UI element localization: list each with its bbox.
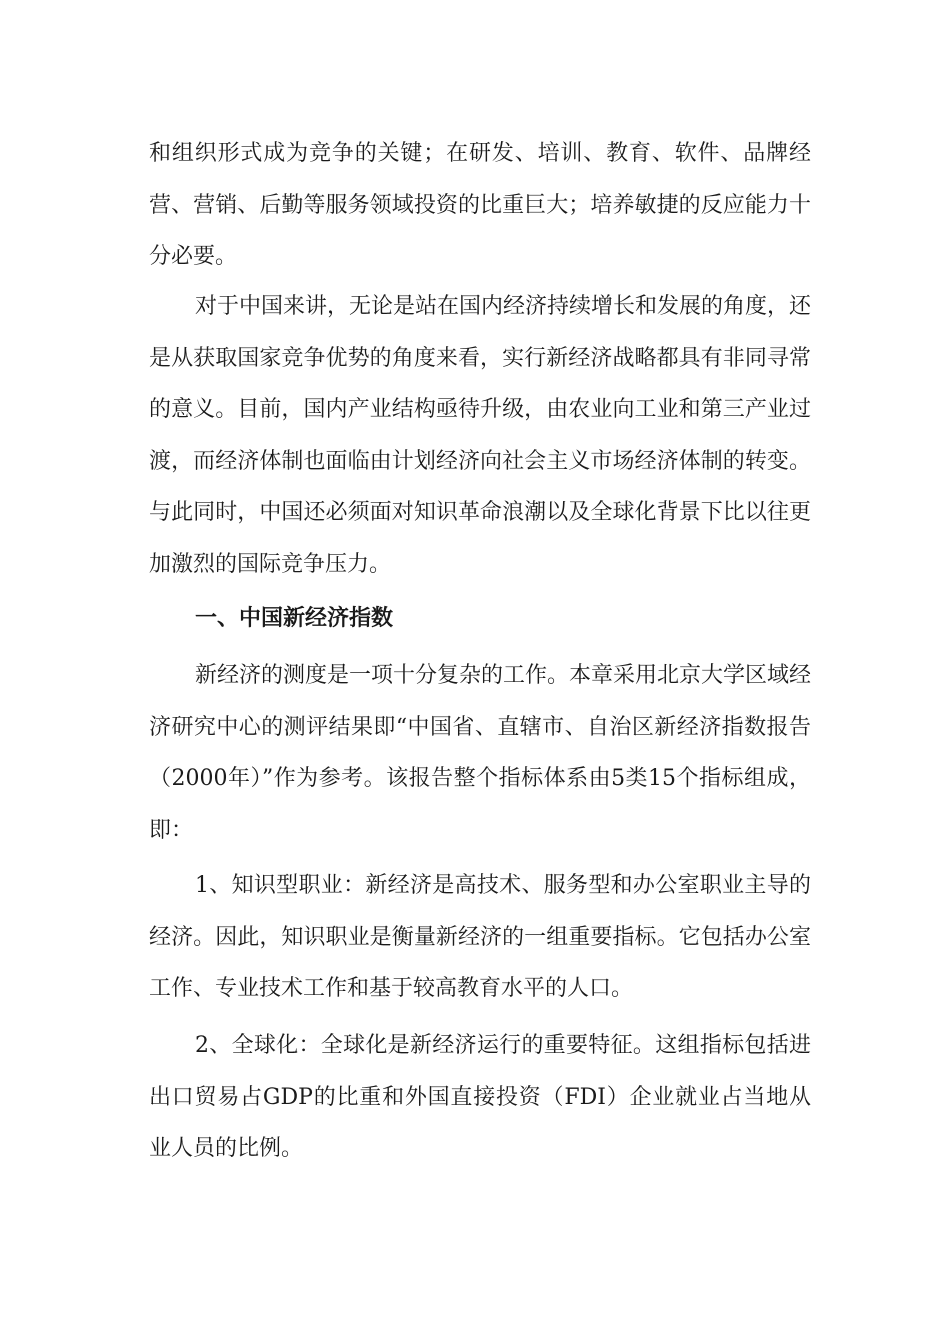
paragraph-measurement: 新经济的测度是一项十分复杂的工作。本章采用北京大学区域经济研究中心的测评结果即“中国省、直辖市、自治区新经济指数报告（2000年）”作为参考。该报告整个指标体系由5类15个指标组成，即： — [149, 663, 812, 843]
paragraph-knowledge-jobs: 1、知识型职业：新经济是高技术、服务型和办公室职业主导的经济。因此，知识职业是衡量新经济的一组重要指标。它包括办公室工作、专业技术工作和基于较高教育水平的人口。 — [149, 873, 811, 1001]
section-heading: 一、中国新经济指数 — [195, 606, 394, 631]
paragraph-continuation: 和组织形式成为竞争的关键；在研发、培训、教育、软件、品牌经营、营销、后勤等服务领域投资的比重巨大；培养敏捷的反应能力十分必要。 — [149, 141, 811, 269]
paragraph-globalization: 2、全球化：全球化是新经济运行的重要特征。这组指标包括进出口贸易占GDP的比重和外国直接投资（FDI）企业就业占当地从业人员的比例。 — [149, 1033, 811, 1161]
paragraph-china-new-economy: 对于中国来讲，无论是站在国内经济持续增长和发展的角度，还是从获取国家竞争优势的角度来看，实行新经济战略都具有非同寻常的意义。目前，国内产业结构亟待升级，由农业向工业和第三产业过渡，而经济体制也面临由计划经济向社会主义市场经济体制的转变。与此同时，中国还必须面对知识革命浪潮以及全球化背景下比以往更加激烈的国际竞争压力。 — [149, 294, 812, 577]
